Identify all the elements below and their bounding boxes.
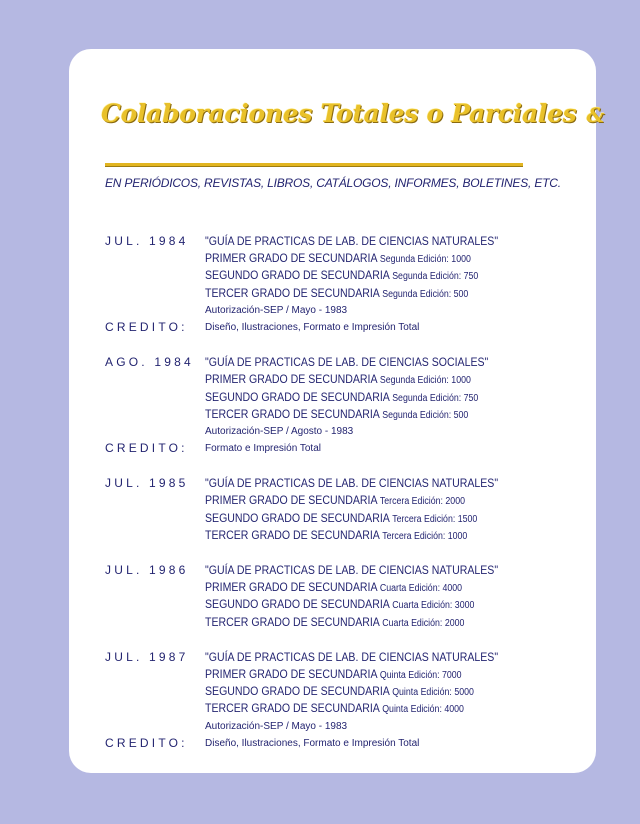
edition-line	[205, 510, 531, 527]
title-row	[105, 233, 575, 250]
label-spacer	[105, 285, 205, 302]
grade: TERCER GRADO DE SECUNDARIA	[205, 406, 380, 421]
line-row	[105, 683, 575, 700]
entry-date: AGO. 1984	[105, 355, 194, 370]
entry-title: "GUÍA DE PRACTICAS DE LAB. DE CIENCIAS NATURALES"	[205, 234, 499, 248]
title-ornament: &	[586, 103, 605, 127]
label-spacer	[105, 371, 205, 388]
credit-row	[105, 319, 575, 336]
label-spacer	[105, 700, 205, 717]
label-spacer	[105, 302, 205, 319]
line-row	[105, 510, 575, 527]
label-spacer	[105, 389, 205, 406]
edition: Cuarta Edición: 4000	[379, 583, 463, 595]
page-subtitle: EN PERIÓDICOS, REVISTAS, LIBROS, CATÁLOGOS, INFORMES, BOLETINES, ETC.	[105, 176, 561, 190]
entries-list	[105, 233, 575, 770]
edition-line	[205, 389, 531, 406]
edition-line	[205, 614, 531, 631]
credit-text: Diseño, Ilustraciones, Formato e Impresión Total	[205, 737, 420, 749]
grade: SEGUNDO GRADO DE SECUNDARIA	[205, 510, 390, 525]
edition: Quinta Edición: 5000	[392, 687, 474, 699]
grade: SEGUNDO GRADO DE SECUNDARIA	[205, 389, 390, 404]
edition: Segunda Edición: 500	[382, 409, 469, 421]
edition-line	[205, 596, 531, 613]
label-spacer	[105, 510, 205, 527]
edition-line	[205, 666, 531, 683]
title-row	[105, 475, 575, 492]
grade: PRIMER GRADO DE SECUNDARIA	[205, 493, 377, 508]
entry	[105, 562, 575, 631]
line-row	[105, 371, 575, 388]
authorization: Autorización-SEP / Mayo - 1983	[205, 304, 348, 316]
line-row	[105, 579, 575, 596]
entry-date: JUL. 1984	[105, 234, 189, 248]
authorization-row	[105, 302, 575, 319]
line-row	[105, 527, 575, 544]
edition-line	[205, 492, 531, 509]
credit-text: Diseño, Ilustraciones, Formato e Impresión Total	[205, 321, 420, 333]
line-row	[105, 250, 575, 267]
authorization: Autorización-SEP / Mayo - 1983	[205, 720, 348, 732]
label-spacer	[105, 250, 205, 267]
line-row	[105, 389, 575, 406]
authorization-row	[105, 423, 575, 440]
entry-date: JUL. 1986	[105, 563, 189, 577]
title-underline	[105, 163, 523, 167]
edition: Segunda Edición: 1000	[379, 254, 471, 266]
entry-title: "GUÍA DE PRACTICAS DE LAB. DE CIENCIAS SOCIALES"	[205, 355, 489, 370]
line-row	[105, 285, 575, 302]
grade: SEGUNDO GRADO DE SECUNDARIA	[205, 684, 390, 699]
title-row	[105, 354, 575, 371]
entry	[105, 233, 575, 336]
label-spacer	[105, 596, 205, 613]
edition: Segunda Edición: 750	[392, 392, 479, 404]
title-row	[105, 562, 575, 579]
credit-label: CREDITO:	[105, 319, 188, 334]
authorization-row	[105, 718, 575, 735]
label-spacer	[105, 579, 205, 596]
line-row	[105, 614, 575, 631]
entry-title: "GUÍA DE PRACTICAS DE LAB. DE CIENCIAS NATURALES"	[205, 476, 499, 491]
line-row	[105, 267, 575, 284]
grade: TERCER GRADO DE SECUNDARIA	[205, 285, 380, 300]
edition-line	[205, 406, 531, 423]
label-spacer	[105, 267, 205, 284]
credit-row	[105, 735, 575, 752]
entry	[105, 475, 575, 544]
line-row	[105, 492, 575, 509]
entry-date: JUL. 1987	[105, 649, 189, 664]
credit-label: CREDITO:	[105, 441, 188, 456]
entry-date: JUL. 1985	[105, 476, 189, 491]
line-row	[105, 666, 575, 683]
edition-line	[205, 527, 531, 544]
entry	[105, 354, 575, 457]
label-spacer	[105, 423, 205, 440]
entry-title: "GUÍA DE PRACTICAS DE LAB. DE CIENCIAS NATURALES"	[205, 649, 499, 664]
grade: TERCER GRADO DE SECUNDARIA	[205, 701, 380, 716]
edition-line	[205, 250, 531, 267]
edition-line	[205, 579, 531, 596]
edition: Segunda Edición: 1000	[379, 375, 471, 387]
title-text: Colaboraciones Totales o Parciales	[101, 99, 577, 128]
edition: Tercera Edición: 2000	[379, 496, 465, 508]
grade: SEGUNDO GRADO DE SECUNDARIA	[205, 268, 390, 283]
label-spacer	[105, 406, 205, 423]
edition: Cuarta Edición: 3000	[392, 600, 475, 612]
edition: Cuarta Edición: 2000	[382, 617, 465, 629]
edition-line	[205, 700, 531, 717]
label-spacer	[105, 527, 205, 544]
grade: PRIMER GRADO DE SECUNDARIA	[205, 580, 377, 595]
edition: Quinta Edición: 4000	[382, 704, 464, 716]
grade: SEGUNDO GRADO DE SECUNDARIA	[205, 597, 390, 612]
edition: Segunda Edición: 750	[392, 271, 479, 283]
authorization: Autorización-SEP / Agosto - 1983	[205, 425, 354, 437]
label-spacer	[105, 666, 205, 683]
edition: Tercera Edición: 1000	[382, 530, 468, 542]
title-row	[105, 649, 575, 666]
document-card	[69, 49, 605, 773]
grade: PRIMER GRADO DE SECUNDARIA	[205, 372, 377, 387]
edition-line	[205, 285, 531, 302]
edition: Quinta Edición: 7000	[379, 669, 462, 681]
credit-text: Formato e Impresión Total	[205, 443, 321, 455]
edition-line	[205, 267, 531, 284]
entry-title: "GUÍA DE PRACTICAS DE LAB. DE CIENCIAS NATURALES"	[205, 563, 499, 577]
grade: TERCER GRADO DE SECUNDARIA	[205, 614, 380, 629]
label-spacer	[105, 683, 205, 700]
credit-row	[105, 440, 575, 457]
edition-line	[205, 371, 531, 388]
grade: PRIMER GRADO DE SECUNDARIA	[205, 251, 377, 266]
credit-label: CREDITO:	[105, 735, 188, 750]
grade: TERCER GRADO DE SECUNDARIA	[205, 527, 380, 542]
edition: Tercera Edición: 1500	[392, 513, 478, 525]
label-spacer	[105, 492, 205, 509]
grade: PRIMER GRADO DE SECUNDARIA	[205, 666, 377, 681]
page-title	[101, 99, 604, 128]
edition: Segunda Edición: 500	[382, 288, 469, 300]
label-spacer	[105, 718, 205, 735]
line-row	[105, 700, 575, 717]
line-row	[105, 596, 575, 613]
edition-line	[205, 683, 531, 700]
line-row	[105, 406, 575, 423]
entry	[105, 649, 575, 752]
label-spacer	[105, 614, 205, 631]
